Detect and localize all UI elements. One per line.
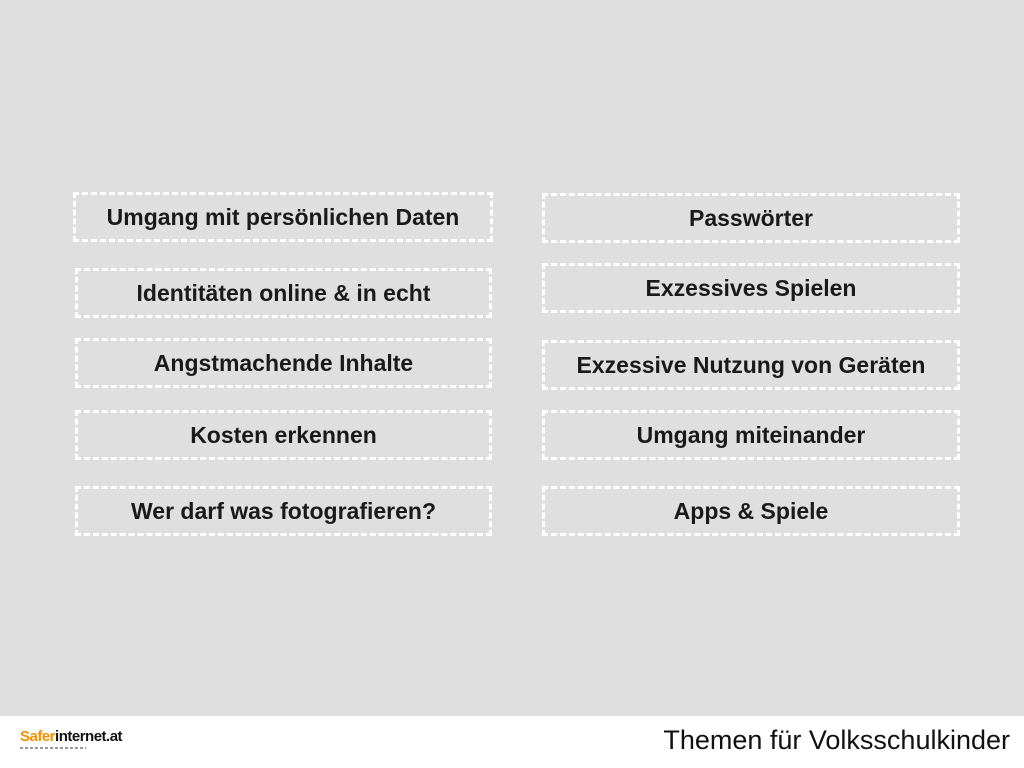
logo-wordmark: [20, 728, 122, 745]
topic-label: Wer darf was fotografieren?: [130, 497, 437, 524]
logo-internet-text: internet.at: [55, 728, 123, 745]
topic-box-wer-darf-was-fotografieren: [75, 486, 492, 536]
topic-label: Passwörter: [688, 204, 813, 231]
topic-label: Apps & Spiele: [673, 497, 829, 524]
topic-label: Exzessives Spielen: [645, 274, 857, 301]
topic-box-apps-und-spiele: [542, 486, 960, 536]
topic-label: Identitäten online & in echt: [136, 279, 431, 306]
topic-label: Umgang miteinander: [636, 421, 866, 448]
topic-box-passwoerter: [542, 193, 960, 243]
logo-tagline-mark: [20, 747, 86, 749]
footer-bar: [0, 716, 1024, 768]
topic-box-umgang-mit-persoenlichen-daten: [73, 192, 493, 242]
topic-box-umgang-miteinander: [542, 410, 960, 460]
topic-box-exzessive-nutzung-von-geraeten: [542, 340, 960, 390]
topic-box-angstmachende-inhalte: [75, 338, 492, 388]
topic-box-exzessives-spielen: [542, 263, 960, 313]
topic-label: Kosten erkennen: [190, 421, 377, 448]
saferinternet-logo: [20, 728, 130, 758]
topic-label: Exzessive Nutzung von Geräten: [576, 351, 926, 378]
topic-label: Angstmachende Inhalte: [153, 349, 414, 376]
topic-box-identitaeten-online: [75, 268, 492, 318]
topic-label: Umgang mit persönlichen Daten: [106, 203, 460, 230]
slide-title: Themen für Volksschulkinder: [663, 725, 1010, 755]
logo-safer-text: Safer: [20, 728, 56, 745]
topic-box-kosten-erkennen: [75, 410, 492, 460]
